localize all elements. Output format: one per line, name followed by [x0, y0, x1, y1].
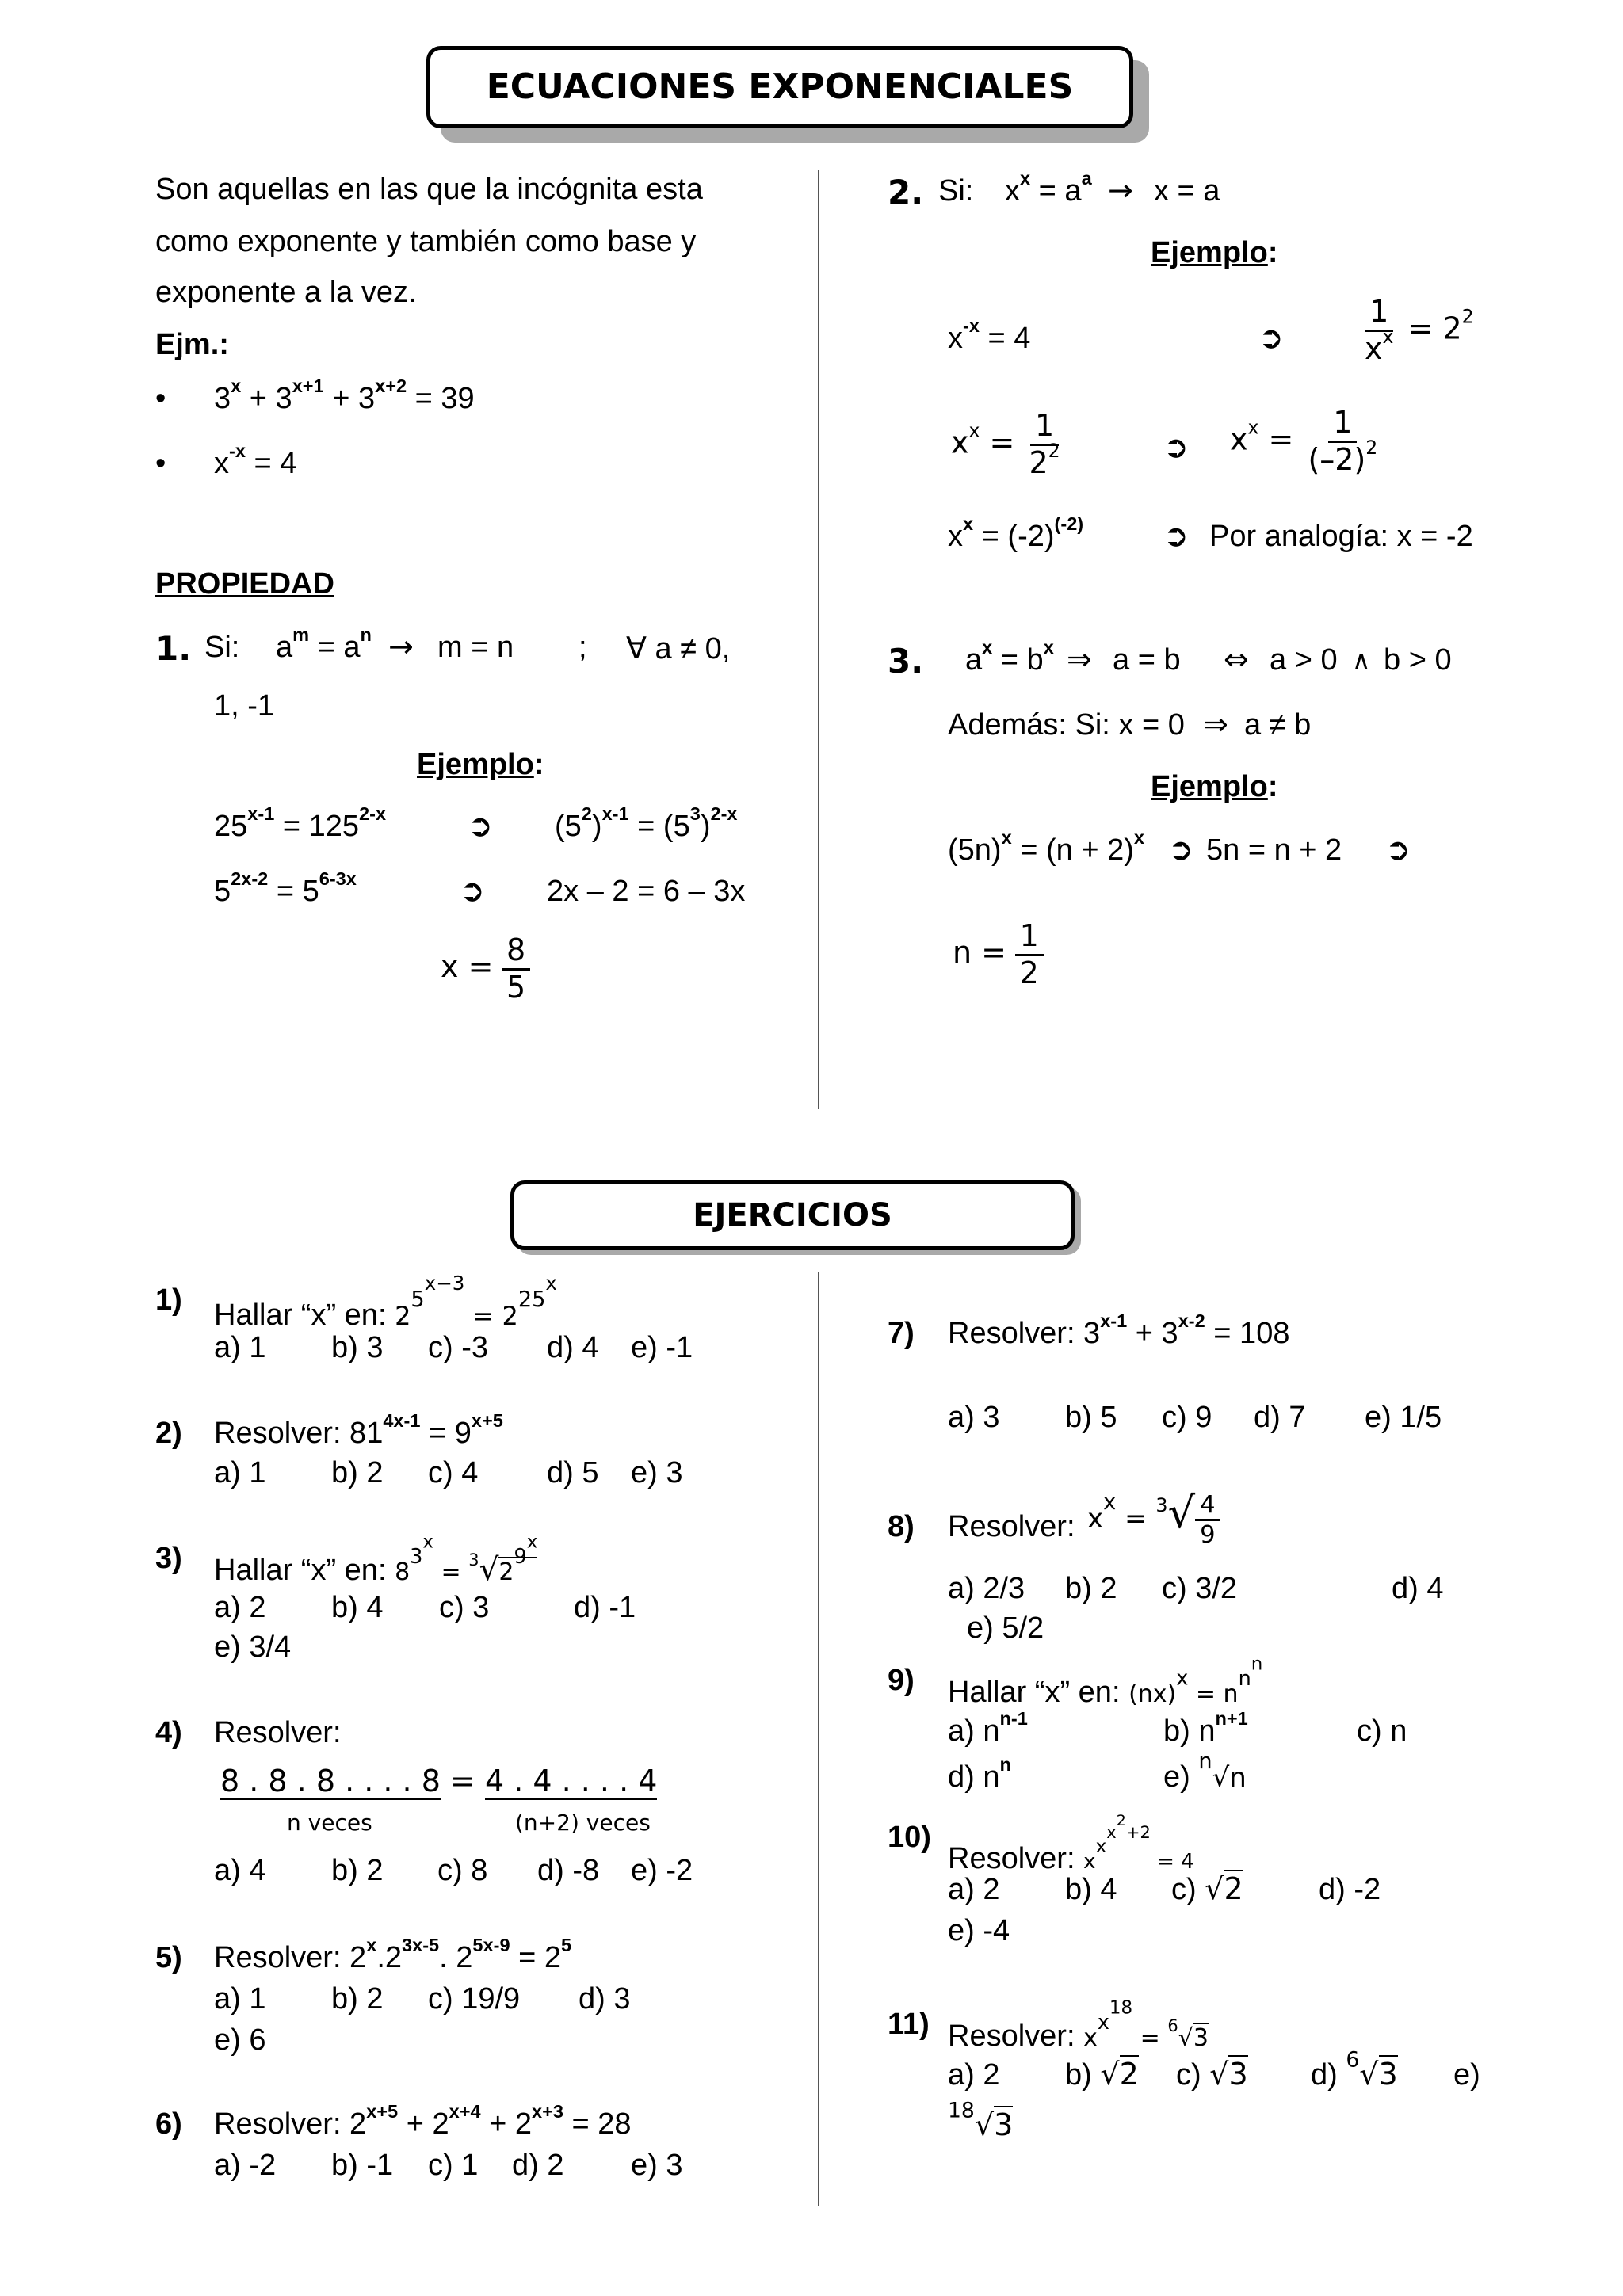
property-3: 3.	[888, 642, 924, 681]
p2-row-1-left: $x^{-x} = 4$	[948, 315, 1031, 355]
implies-icon: ➲	[1163, 518, 1189, 553]
p1-example-1-left: $25^{x-1} = 125^{2-x}$	[214, 803, 387, 843]
property-3-implies: ⇒	[1067, 642, 1092, 677]
bullet-dot: •	[155, 382, 166, 415]
property-2-result: x = a	[1154, 174, 1220, 208]
exercise-4-answers: a) 4 b) 2 c) 8 d) -8 e) -2	[214, 1854, 693, 1887]
property-3-and: ∧	[1352, 645, 1371, 675]
exercise-2-number: 2)	[155, 1417, 182, 1450]
root-icon: √	[479, 1552, 499, 1589]
p2-row-3-left: $x^x = (-2)^{(-2)}$	[948, 513, 1084, 553]
page-title-text: ECUACIONES EXPONENCIALES	[486, 67, 1074, 107]
property-1-arrow: →	[388, 629, 414, 664]
bullet-1-eq: $3^x + 3^{x+1} + 3^{x+2} = 39$	[214, 375, 475, 415]
exercise-4-prompt: Resolver:	[214, 1716, 342, 1749]
exercise-10-answer-e: e) -4	[948, 1914, 1010, 1947]
intro-line-1: Son aquellas en las que la incógnita esta	[155, 173, 703, 206]
root-icon: √	[974, 2107, 995, 2142]
property-1-forall: ∀ a ≠ 0,	[626, 632, 731, 666]
property-3-cond2: b > 0	[1384, 643, 1452, 677]
exercise-8-answers: a) 2/3 b) 2 c) 3/2 d) 4	[948, 1572, 1444, 1605]
property-1-rule: $a^m = a^n$	[276, 624, 372, 664]
root-icon: √	[1359, 2057, 1379, 2092]
exercise-7-answers: a) 3 b) 5 c) 9 d) 7 e) 1/5	[948, 1401, 1442, 1434]
p1-example-1-right: $(5^2)^{x-1} = (5^3)^{2-x}$	[555, 803, 738, 843]
p1-example-2-left: $5^{2x-2} = 5^{6-3x}$	[214, 868, 357, 908]
exercise-11-answers: a) 2 b) √2 c) √3 d) $^6$√3 e)	[948, 2047, 1480, 2092]
property-2: 2.	[888, 173, 924, 212]
property-2-ejemplo: Ejemplo:	[1151, 236, 1278, 269]
property-2-arrow: →	[1108, 173, 1133, 208]
ejercicios-title-text: EJERCICIOS	[693, 1197, 892, 1234]
property-3-cond: a > 0	[1270, 643, 1338, 677]
p2-row-1-right: $\frac{1}{x^x}$ = $2^2$	[1365, 294, 1474, 366]
exercise-5-answers: a) 1 b) 2 c) 19/9 d) 3	[214, 1982, 631, 2016]
property-3-rule: $a^x = b^x$	[965, 636, 1054, 677]
implies-icon: ➲	[468, 808, 493, 843]
property-2-rule: $x^x = a^a$	[1005, 167, 1092, 208]
exercise-2-prompt: Resolver: $81^{4x-1} = 9^{x+5}$	[214, 1409, 503, 1450]
exercise-9-prompt: Hallar “x” en: $(nx)^x = n^{n^n}$	[948, 1653, 1263, 1710]
exercise-9-answers-row1: a) $n^{n-1}$ b) $n^{n+1}$ c) n	[948, 1707, 1407, 1748]
exercise-4-brace-right: (n+2) veces	[515, 1810, 651, 1836]
exercise-3-answers: a) 2 b) 4 c) 3 d) -1	[214, 1591, 636, 1624]
root-icon: √	[1209, 2057, 1229, 2092]
property-1-ejemplo: Ejemplo:	[417, 748, 544, 781]
ejm-label: Ejm.:	[155, 328, 229, 361]
exercise-6-prompt: Resolver: $2^{x+5} + 2^{x+4} + 2^{x+3} = 28$	[214, 2100, 632, 2141]
root-icon: √	[1167, 1488, 1196, 1538]
property-1: 1.	[155, 629, 192, 668]
root-icon: √	[1212, 1762, 1230, 1794]
exercise-10-answers: a) 2 b) 4 c) √2 d) -2	[948, 1871, 1381, 1906]
p2-row-2-left: $x^x$ = $\frac{1}{2^2}$	[951, 408, 1060, 480]
exercise-8-equation: $x^x = ^3√$ $\frac{4}{9}$	[1087, 1488, 1220, 1549]
exercise-7-number: 7)	[888, 1317, 915, 1350]
exercise-4-brace-left: n veces	[287, 1810, 372, 1836]
implies-icon: ➲	[1163, 429, 1189, 464]
exercise-5-number: 5)	[155, 1941, 182, 1974]
exercise-11-answer-e: $^{18}$√3	[948, 2098, 1014, 2142]
page-title	[426, 46, 1133, 128]
root-icon: √	[1178, 2024, 1193, 2053]
exercise-4-equation: 8 . 8 . 8 . . . . 8 = 4 . 4 . . . . 4	[220, 1764, 658, 1798]
implies-icon: ➲	[460, 873, 485, 908]
exercise-3-prompt: Hallar “x” en: $8^{3^x} = ^3√2^{9^x}$	[214, 1531, 538, 1589]
column-divider-top	[818, 170, 819, 1109]
property-3-result: a = b	[1113, 643, 1181, 677]
property-1-result: m = n	[437, 631, 514, 664]
exercise-6-number: 6)	[155, 2107, 182, 2141]
p3-example-1-mid: 5n = n + 2	[1206, 833, 1342, 867]
exercise-4-number: 4)	[155, 1716, 182, 1749]
intro-line-3: exponente a la vez.	[155, 276, 417, 309]
root-icon: √	[1100, 2057, 1120, 2092]
property-3-ademas-implies: ⇒	[1203, 707, 1228, 742]
exercise-1-answers: a) 1 b) 3 c) -3 d) 4 e) -1	[214, 1331, 693, 1364]
bullet-1	[155, 382, 166, 416]
property-3-ademas: Además: Si: x = 0	[948, 708, 1185, 742]
exercise-9-answers-row2: d) $n^n$ e) $^n$√n	[948, 1749, 1247, 1794]
column-divider-bottom	[818, 1272, 819, 2206]
exercise-3-answer-e: e) 3/4	[214, 1630, 292, 1664]
propiedad-heading: PROPIEDAD	[155, 567, 334, 601]
exercise-8-prompt: Resolver:	[948, 1510, 1075, 1543]
exercise-11-prompt: Resolver: $x^{x^{18}} = ^6√3$	[948, 1997, 1209, 2054]
intro-line-2: como exponente y también como base y	[155, 225, 697, 258]
property-1-semicolon: ;	[579, 631, 587, 664]
bullet-2-eq: $x^{-x} = 4$	[214, 440, 297, 480]
exercise-2-answers: a) 1 b) 2 c) 4 d) 5 e) 3	[214, 1456, 683, 1489]
exercise-5-prompt: Resolver: $2^x.2^{3x-5}$. $2^{5x-9} = 2^5$	[214, 1934, 572, 1974]
exercise-8-number: 8)	[888, 1510, 915, 1543]
bullet-dot: •	[155, 447, 166, 480]
implies-icon: ➲	[1168, 832, 1193, 867]
exercise-7-prompt: Resolver: $3^{x-1} + 3^{x-2} = 108$	[948, 1310, 1290, 1350]
root-icon: √	[1205, 1871, 1224, 1906]
property-2-si: Si:	[938, 174, 974, 208]
p3-example-2: n = $\frac{1}{2}$	[953, 919, 1044, 990]
exercise-11-number: 11)	[888, 2008, 930, 2041]
exercise-9-number: 9)	[888, 1664, 915, 1697]
property-3-ademas-result: a ≠ b	[1244, 708, 1312, 742]
exercise-10-prompt: Resolver: $x^{x^{x^2+2}} = 4$	[948, 1812, 1194, 1875]
p2-row-2-right: $x^x$ = $\frac{1}{(-2)^2}$	[1230, 405, 1378, 477]
ejercicios-title	[510, 1180, 1075, 1250]
exercise-6-answers: a) -2 b) -1 c) 1 d) 2 e) 3	[214, 2149, 683, 2182]
implies-icon: ➲	[1385, 832, 1411, 867]
exercise-8-answer-e: e) 5/2	[967, 1611, 1044, 1645]
p1-example-3: x = $\frac{8}{5}$	[441, 933, 530, 1005]
exercise-1-prompt: Hallar “x” en: $2^{5^{x-3}} = 2^{25^x}$	[214, 1272, 557, 1332]
property-3-iff: ⇔	[1224, 642, 1249, 677]
implies-icon: ➲	[1258, 320, 1284, 355]
property-1-si: Si:	[204, 631, 240, 664]
exercise-1-number: 1)	[155, 1283, 182, 1317]
exercise-3-number: 3)	[155, 1542, 182, 1575]
bullet-2	[155, 447, 166, 481]
property-1-cont: 1, -1	[214, 689, 275, 723]
exercise-10-number: 10)	[888, 1821, 931, 1854]
p3-example-1-left: $(5n)^x = (n + 2)^x$	[948, 826, 1144, 867]
p2-row-3-right: Por analogía: x = -2	[1209, 520, 1473, 553]
exercise-5-answer-e: e) 6	[214, 2023, 266, 2057]
property-3-ejemplo: Ejemplo:	[1151, 770, 1278, 803]
p1-example-2-right: 2x – 2 = 6 – 3x	[547, 875, 746, 908]
